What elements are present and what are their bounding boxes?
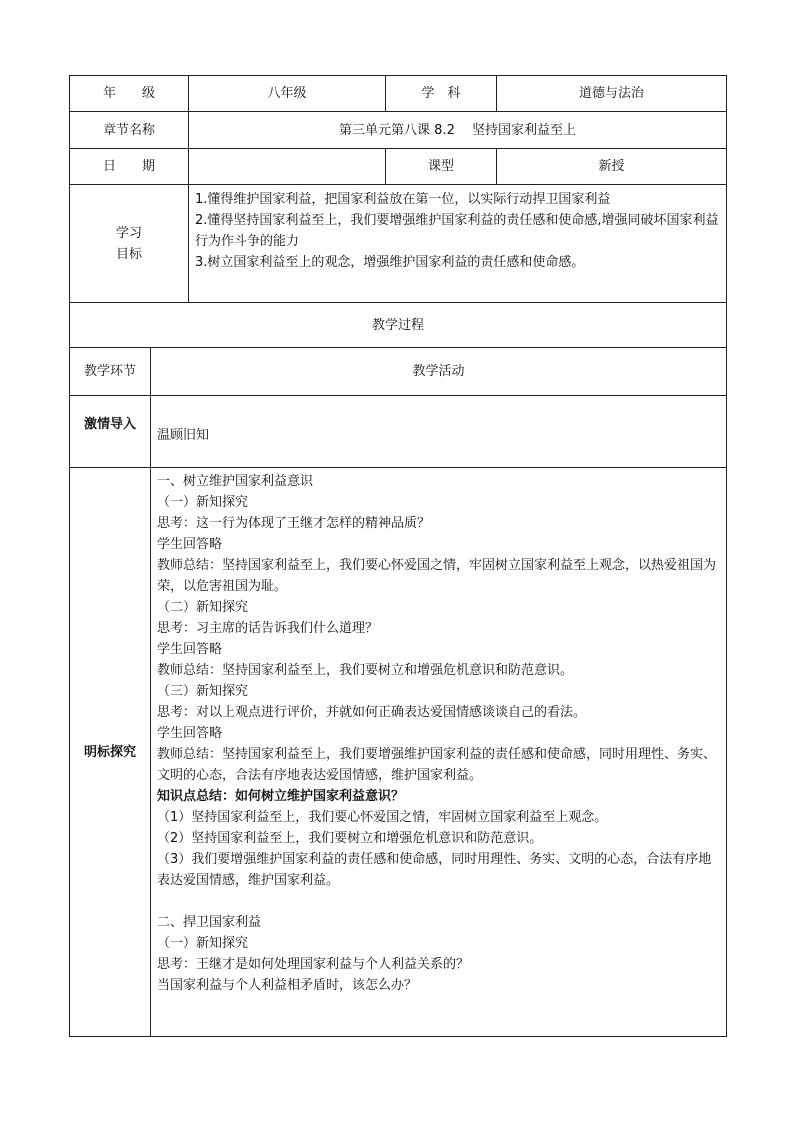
activity-line: （2）坚持国家利益至上，我们要树立和增强危机意识和防范意识。 [157,831,543,846]
lesson-plan-table [69,75,727,1037]
subject-label: 学 科 [386,76,497,112]
activity-line: 思考：这一行为体现了王继才怎样的精神品质？ [157,516,431,531]
activity-line: 思考：对以上观点进行评价，并就如何正确表达爱国情感谈谈自己的看法。 [157,705,587,720]
activity-line: （一）新知探究 [157,936,249,951]
chapter-label: 章节名称 [70,112,189,149]
activity-line: （1）坚持国家利益至上，我们要心怀爱国之情，牢固树立国家利益至上观念。 [157,810,608,825]
objectives-label [70,185,189,303]
activity-line: 当国家利益与个人利益相矛盾时，该怎么办？ [157,978,418,993]
activity-line: 思考：王继才是如何处理国家利益与个人利益关系的？ [157,957,470,972]
activity-line: 思考：习主席的话告诉我们什么道理？ [157,621,379,636]
activity-line: （一）新知探究 [157,495,249,510]
blank-line [157,891,720,912]
objectives-label-line-2: 目标 [116,246,143,262]
lesson-type-value: 新授 [497,149,727,185]
activity-line: 学生回答略 [157,726,223,741]
objectives-content [189,185,727,303]
activity-heading: 一、树立维护国家利益意识 [157,474,314,489]
subject-value: 道德与法治 [497,76,727,112]
intro-activity: 温顾旧知 [151,396,727,468]
knowledge-summary-heading: 知识点总结：如何树立维护国家利益意识？ [157,789,405,804]
objective-item: 1.懂得维护国家利益，把国家利益放在第一位，以实际行动捍卫国家利益 [195,192,611,207]
objective-item: 3.树立国家利益至上的观念，增强维护国家利益的责任感和使命感。 [195,255,585,270]
chapter-value: 第三单元第八课 8.2 坚持国家利益至上 [189,112,727,149]
lesson-type-label: 课型 [386,149,497,185]
activity-line: 学生回答略 [157,642,223,657]
activity-line: （三）新知探究 [157,684,249,699]
main-stage: 明标探究 [70,468,151,1037]
activity-line: 教师总结：坚持国家利益至上，我们要树立和增强危机意识和防范意识。 [157,663,574,678]
objective-item: 2.懂得坚持国家利益至上，我们要增强维护国家利益的责任感和使命感,增强同破坏国家利益行为作斗争的能力 [195,213,719,249]
activity-line: （二）新知探究 [157,600,249,615]
objectives-label-line-1: 学习 [116,225,143,241]
intro-stage: 激情导入 [70,396,151,468]
activity-line: 学生回答略 [157,537,223,552]
process-title: 教学过程 [70,303,727,348]
activity-column-header: 教学活动 [151,348,727,396]
stage-column-header: 教学环节 [70,348,151,396]
main-activity [151,468,727,1037]
date-value [189,149,386,185]
activity-line: 教师总结：坚持国家利益至上，我们要心怀爱国之情，牢固树立国家利益至上观念，以热爱祖国为荣，以危害祖国为耻。 [157,558,717,594]
grade-value: 八年级 [189,76,386,112]
activity-line: 教师总结：坚持国家利益至上，我们要增强维护国家利益的责任感和使命感，同时用理性、务实、文明的心态，合法有序地表达爱国情感，维护国家利益。 [157,747,717,783]
activity-line: （3）我们要增强维护国家利益的责任感和使命感，同时用理性、务实、文明的心态，合法有序地表达爱国情感，维护国家利益。 [157,852,712,888]
grade-label: 年 级 [70,76,189,112]
date-label: 日 期 [70,149,189,185]
activity-heading: 二、捍卫国家利益 [157,915,262,930]
